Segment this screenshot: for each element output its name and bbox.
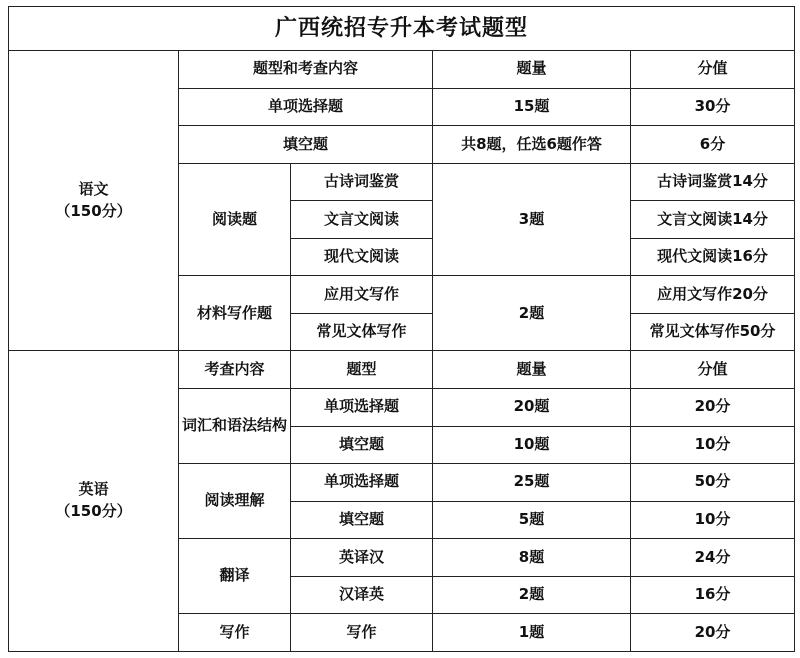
chinese-writing-score: 应用文写作20分 bbox=[631, 276, 795, 314]
chinese-reading-score: 文言文阅读14分 bbox=[631, 201, 795, 239]
english-count: 10题 bbox=[433, 426, 631, 464]
subject-english-score: （150分） bbox=[55, 502, 132, 521]
chinese-reading-score: 现代文阅读16分 bbox=[631, 238, 795, 276]
chinese-single-choice-label: 单项选择题 bbox=[179, 88, 433, 126]
english-score: 16分 bbox=[631, 576, 795, 614]
subject-english bbox=[9, 351, 179, 652]
chinese-writing-item: 常见文体写作 bbox=[291, 313, 433, 351]
english-vocab-label: 词汇和语法结构 bbox=[179, 388, 291, 463]
chinese-reading-score: 古诗词鉴赏14分 bbox=[631, 163, 795, 201]
english-score: 20分 bbox=[631, 614, 795, 652]
chinese-reading-item: 文言文阅读 bbox=[291, 201, 433, 239]
chinese-writing-label: 材料写作题 bbox=[179, 276, 291, 351]
english-translation-label: 翻译 bbox=[179, 539, 291, 614]
english-count: 20题 bbox=[433, 388, 631, 426]
subject-chinese-score: （150分） bbox=[55, 201, 132, 220]
english-count: 5题 bbox=[433, 501, 631, 539]
chinese-reading-count: 3题 bbox=[433, 163, 631, 276]
header-score: 分值 bbox=[631, 351, 795, 389]
subject-chinese bbox=[9, 51, 179, 351]
chinese-writing-score: 常见文体写作50分 bbox=[631, 313, 795, 351]
english-type: 单项选择题 bbox=[291, 464, 433, 502]
english-type: 汉译英 bbox=[291, 576, 433, 614]
english-count: 2题 bbox=[433, 576, 631, 614]
header-type: 题型 bbox=[291, 351, 433, 389]
english-type: 单项选择题 bbox=[291, 388, 433, 426]
english-type: 填空题 bbox=[291, 426, 433, 464]
english-type: 写作 bbox=[291, 614, 433, 652]
english-score: 50分 bbox=[631, 464, 795, 502]
english-count: 8题 bbox=[433, 539, 631, 577]
chinese-reading-item: 古诗词鉴赏 bbox=[291, 163, 433, 201]
english-type: 填空题 bbox=[291, 501, 433, 539]
chinese-reading-item: 现代文阅读 bbox=[291, 238, 433, 276]
english-count: 25题 bbox=[433, 464, 631, 502]
chinese-writing-item: 应用文写作 bbox=[291, 276, 433, 314]
english-type: 英译汉 bbox=[291, 539, 433, 577]
english-score: 20分 bbox=[631, 388, 795, 426]
header-count: 题量 bbox=[433, 351, 631, 389]
chinese-reading-label: 阅读题 bbox=[179, 163, 291, 276]
chinese-fill-blank-label: 填空题 bbox=[179, 126, 433, 164]
english-reading-label: 阅读理解 bbox=[179, 464, 291, 539]
chinese-fill-blank-count: 共8题，任选6题作答 bbox=[433, 126, 631, 164]
english-writing-label: 写作 bbox=[179, 614, 291, 652]
header-count: 题量 bbox=[433, 51, 631, 89]
subject-chinese-name: 语文 bbox=[78, 180, 109, 198]
subject-english-name: 英语 bbox=[78, 480, 109, 499]
exam-format-table bbox=[8, 6, 795, 652]
english-score: 10分 bbox=[631, 426, 795, 464]
header-content: 考查内容 bbox=[179, 351, 291, 389]
table-title: 广西统招专升本考试题型 bbox=[9, 7, 795, 51]
english-count: 1题 bbox=[433, 614, 631, 652]
chinese-single-choice-score: 30分 bbox=[631, 88, 795, 126]
header-type-content: 题型和考查内容 bbox=[179, 51, 433, 89]
english-score: 24分 bbox=[631, 539, 795, 577]
header-score: 分值 bbox=[631, 51, 795, 89]
chinese-fill-blank-score: 6分 bbox=[631, 126, 795, 164]
chinese-writing-count: 2题 bbox=[433, 276, 631, 351]
chinese-single-choice-count: 15题 bbox=[433, 88, 631, 126]
english-score: 10分 bbox=[631, 501, 795, 539]
